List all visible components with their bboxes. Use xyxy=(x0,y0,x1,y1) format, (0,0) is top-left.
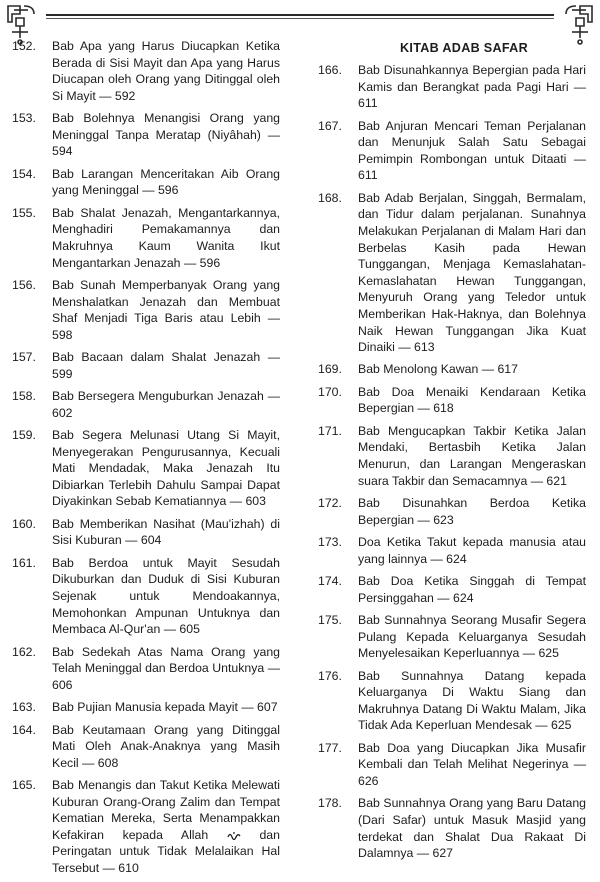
entry-text: Bab Anjuran Mencari Teman Perjalanan dan Menunjuk Salah Satu Sebagai Pemimpin Rombongan untuk Ditaati — 611 xyxy=(358,118,586,183)
toc-entry xyxy=(318,612,586,662)
entry-text-part1: Bab Menangis dan Takut Ketika Melewati Kuburan Orang-Orang Zalim dan Tempat Kematian Mereka, Serta Menampakkan Kefakiran kepada Allah xyxy=(52,778,280,842)
entry-text: Bab Keutamaan Orang yang Ditinggal Mati Oleh Anak-Anaknya yang Masih Kecil — 608 xyxy=(52,722,280,770)
entry-number: 170. xyxy=(318,384,342,399)
entry-text: Bab Sunah Memperbanyak Orang yang Menshalatkan Jenazah dan Membuat Shaf Menjadi Tiga Baris atau Lebih — 598 xyxy=(52,277,280,342)
entry-text: Bab Bersegera Menguburkan Jenazah — 602 xyxy=(52,389,280,420)
toc-entry xyxy=(318,384,586,417)
toc-entry xyxy=(318,190,586,356)
entry-number: 157. xyxy=(12,350,36,365)
entry-number: 158. xyxy=(12,389,36,404)
toc-entry xyxy=(12,699,280,716)
entry-number: 156. xyxy=(12,277,36,292)
entry-text: Bab Sedekah Atas Nama Orang yang Telah Meninggal dan Berdoa Untuknya — 606 xyxy=(52,644,280,692)
toc-entry xyxy=(12,38,280,104)
entry-number: 169. xyxy=(318,362,342,377)
entry-text: Bab Doa Ketika Singgah di Tempat Persinggahan — 624 xyxy=(358,574,586,605)
entry-number: 178. xyxy=(318,796,342,811)
entry-text: Bab Sunnahnya Seorang Musafir Segera Pulang Kepada Keluarganya Sesudah Menyelesaikan Keperluannya — 625 xyxy=(358,612,586,661)
entry-text: Bab Menolong Kawan — 617 xyxy=(358,362,518,377)
toc-entry xyxy=(12,166,280,199)
entry-number: 155. xyxy=(12,205,36,220)
entry-text: Bab Berdoa untuk Mayit Sesudah Dikuburkan dan Duduk di Sisi Kuburan Sejenak untuk Mendoakannya, Memohonkan Ampunan Untuknya dan Membaca Al-Qur'an — 605 xyxy=(52,555,280,637)
toc-entry xyxy=(318,423,586,489)
entry-text: Bab Segera Melunasi Utang Si Mayit, Menyegerakan Pengurusannya, Kecuali Mati Mendadak, Maka Jenazah Itu Dibiarkan Terlebih Dahulu Sampai Dapat Diyakinkan Sebab Kematiannya — 603 xyxy=(52,428,280,509)
entry-text: Bab Disunahkan Berdoa Ketika Bepergian — 623 xyxy=(358,496,586,527)
toc-entry xyxy=(12,555,280,638)
entry-number: 176. xyxy=(318,668,342,683)
toc-entry xyxy=(12,427,280,510)
entry-number: 159. xyxy=(12,428,36,443)
toc-entry xyxy=(318,361,586,378)
toc-entry xyxy=(318,740,586,790)
toc-column-left xyxy=(12,38,280,882)
toc-entry xyxy=(318,534,586,567)
toc-entry xyxy=(12,205,280,271)
toc-entry xyxy=(12,349,280,382)
entry-number: 161. xyxy=(12,555,36,570)
entry-text: Bab Memberikan Nasihat (Mau'izhah) di Sisi Kuburan — 604 xyxy=(52,516,280,548)
saw-ligature-icon xyxy=(227,831,241,840)
entry-text: Bab Sunnahnya Datang kepada Keluarganya Di Waktu Siang dan Makruhnya Datang Di Waktu Malam, Jika Tidak Ada Keperluan Mendesak — 625 xyxy=(358,668,586,733)
entry-number: 152. xyxy=(12,39,36,53)
entry-number: 174. xyxy=(318,574,342,588)
toc-entry xyxy=(12,388,280,421)
entry-text: Bab Shalat Jenazah, Mengantarkannya, Menghadiri Pemakamannya dan Makruhnya Kaum Wanita Ikut Mengantarkan Jenazah — 596 xyxy=(52,205,280,270)
header-rule-thin xyxy=(46,18,554,19)
toc-entry xyxy=(318,573,586,606)
entry-text: Bab Bolehnya Menangisi Orang yang Meninggal Tanpa Meratap (Niyâhah) — 594 xyxy=(52,111,280,159)
entry-number: 175. xyxy=(318,612,342,627)
entry-number: 154. xyxy=(12,166,36,181)
section-heading: KITAB ADAB SAFAR xyxy=(400,41,528,55)
entry-text: Bab Adab Berjalan, Singgah, Bermalam, dan Tidur dalam perjalanan. Sunahnya Melakukan Perjalanan di Malam Hari dan Berbelas Kasih pada Hewan Tunggangan, Menjaga Kemaslahatan-Kemaslahatan Hewan Tunggangan, Menyuruh Orang yang Teledor untuk Memberikan Hak-Haknya, dan Bolehnya Naik Hewan Tunggangan Jika Kuat Dinaiki — 613 xyxy=(358,190,586,355)
entry-text: Bab Bacaan dalam Shalat Jenazah — 599 xyxy=(52,350,280,381)
toc-entry xyxy=(318,118,586,184)
toc-entry xyxy=(318,495,586,528)
entry-text: Bab Sunnahnya Orang yang Baru Datang (Dari Safar) untuk Masuk Masjid yang terdekat dan Shalat Dua Rakaat Di Dalamnya — 627 xyxy=(358,796,586,861)
toc-entry xyxy=(318,795,586,861)
entry-number: 162. xyxy=(12,644,36,659)
entry-number: 173. xyxy=(318,535,342,550)
entry-text: Bab Mengucapkan Takbir Ketika Jalan Mendaki, Bertasbih Ketika Jalan Menurun, dan Larangan Mengeraskan suara Takbir dan Semacamnya — 621 xyxy=(358,423,586,488)
entry-text-part2: dan Peringatan untuk Tidak Melalaikan Hal Tersebut — 610 xyxy=(52,827,280,876)
toc-entry xyxy=(12,722,280,772)
entry-text: Bab Pujian Manusia kepada Mayit — 607 xyxy=(52,700,278,715)
entry-text: Bab Larangan Menceritakan Aib Orang yang Meninggal — 596 xyxy=(52,166,280,198)
entry-number: 165. xyxy=(12,778,36,793)
entry-text: Bab Disunahkannya Bepergian pada Hari Kamis dan Berangkat pada Pagi Hari — 611 xyxy=(358,63,586,111)
entry-text: Bab Doa Menaiki Kendaraan Ketika Bepergian — 618 xyxy=(358,384,586,416)
entry-text: Bab Apa yang Harus Diucapkan Ketika Berada di Sisi Mayit dan Apa yang Harus Diucapan oleh Orang yang Ditinggal oleh Si Mayit — 592 xyxy=(52,39,280,103)
entry-number: 153. xyxy=(12,111,36,126)
entry-text xyxy=(52,777,280,877)
toc-entry xyxy=(318,668,586,734)
toc-entry xyxy=(12,110,280,160)
entry-number: 172. xyxy=(318,496,342,511)
toc-entry xyxy=(318,62,586,112)
header-rule-left xyxy=(46,14,300,16)
entry-text: Bab Doa yang Diucapkan Jika Musafir Kembali dan Telah Melihat Negerinya — 626 xyxy=(358,740,586,788)
toc-entry xyxy=(12,777,280,877)
toc-entry xyxy=(12,516,280,549)
toc-column-right xyxy=(318,38,586,867)
entry-number: 168. xyxy=(318,190,342,205)
entry-number: 167. xyxy=(318,118,342,133)
toc-entry xyxy=(12,277,280,343)
entry-number: 163. xyxy=(12,700,36,715)
toc-entry xyxy=(12,644,280,694)
entry-number: 166. xyxy=(318,63,342,77)
entry-number: 164. xyxy=(12,722,36,737)
header-rule-right xyxy=(300,14,554,16)
entry-number: 160. xyxy=(12,516,36,531)
entry-number: 177. xyxy=(318,740,342,755)
entry-number: 171. xyxy=(318,423,342,438)
entry-text: Doa Ketika Takut kepada manusia atau yang lainnya — 624 xyxy=(358,535,586,566)
